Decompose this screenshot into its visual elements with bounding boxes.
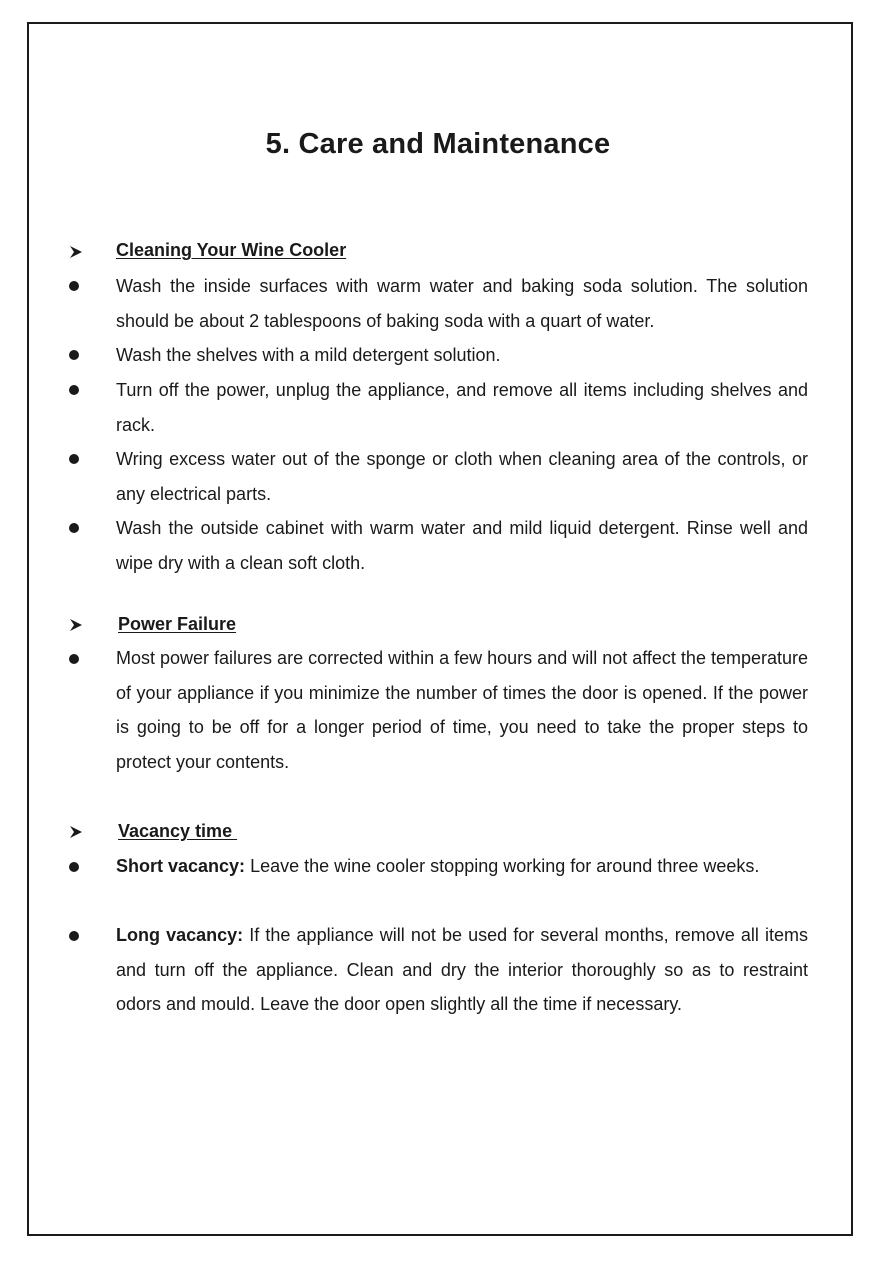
item-label: Short vacancy: <box>116 856 246 876</box>
arrow-bullet-icon <box>69 245 83 259</box>
bullet-icon <box>69 931 79 941</box>
section-heading-vacancy-time: Vacancy time <box>118 821 238 841</box>
arrow-bullet-icon <box>69 618 83 632</box>
arrow-bullet-icon <box>69 825 83 839</box>
list-item <box>116 849 808 884</box>
list-item: Wash the shelves with a mild detergent solution. <box>116 345 501 365</box>
bullet-icon <box>69 654 79 664</box>
list-item: Wash the inside surfaces with warm water and baking soda solution. The solution should be about 2 tablespoons of baking soda with a quart of water. <box>116 276 808 331</box>
item-text: Leave the wine cooler stopping working for around three weeks. <box>245 856 760 876</box>
bullet-icon <box>69 350 79 360</box>
page-title: 5. Care and Maintenance <box>265 128 611 160</box>
bullet-icon <box>69 862 79 872</box>
item-label: Long vacancy: <box>116 925 244 945</box>
bullet-icon <box>69 385 79 395</box>
section-heading-power-failure: Power Failure <box>118 614 237 634</box>
list-item: Most power failures are corrected within a few hours and will not affect the temperature of your appliance if you minimize the number of times the door is opened. If the power is going to be off for a longer period of time, you need to take the proper steps to protect your contents. <box>116 648 809 772</box>
item-text: If the appliance will not be used for several months, remove all items and turn off the appliance. Clean and dry the interior thoroughly so as to restraint odors and mould. Leave the door open slightly all the time if necessary. <box>116 925 808 1015</box>
bullet-icon <box>69 454 79 464</box>
section-heading-cleaning: Cleaning Your Wine Cooler <box>116 240 347 260</box>
bullet-icon <box>69 281 79 291</box>
list-item: Wash the outside cabinet with warm water and mild liquid detergent. Rinse well and wipe dry with a clean soft cloth. <box>116 518 808 573</box>
list-item: Wring excess water out of the sponge or cloth when cleaning area of the controls, or any electrical parts. <box>116 449 808 504</box>
list-item: Turn off the power, unplug the appliance, and remove all items including shelves and rack. <box>116 380 808 435</box>
list-item <box>116 918 808 1022</box>
bullet-icon <box>69 523 79 533</box>
